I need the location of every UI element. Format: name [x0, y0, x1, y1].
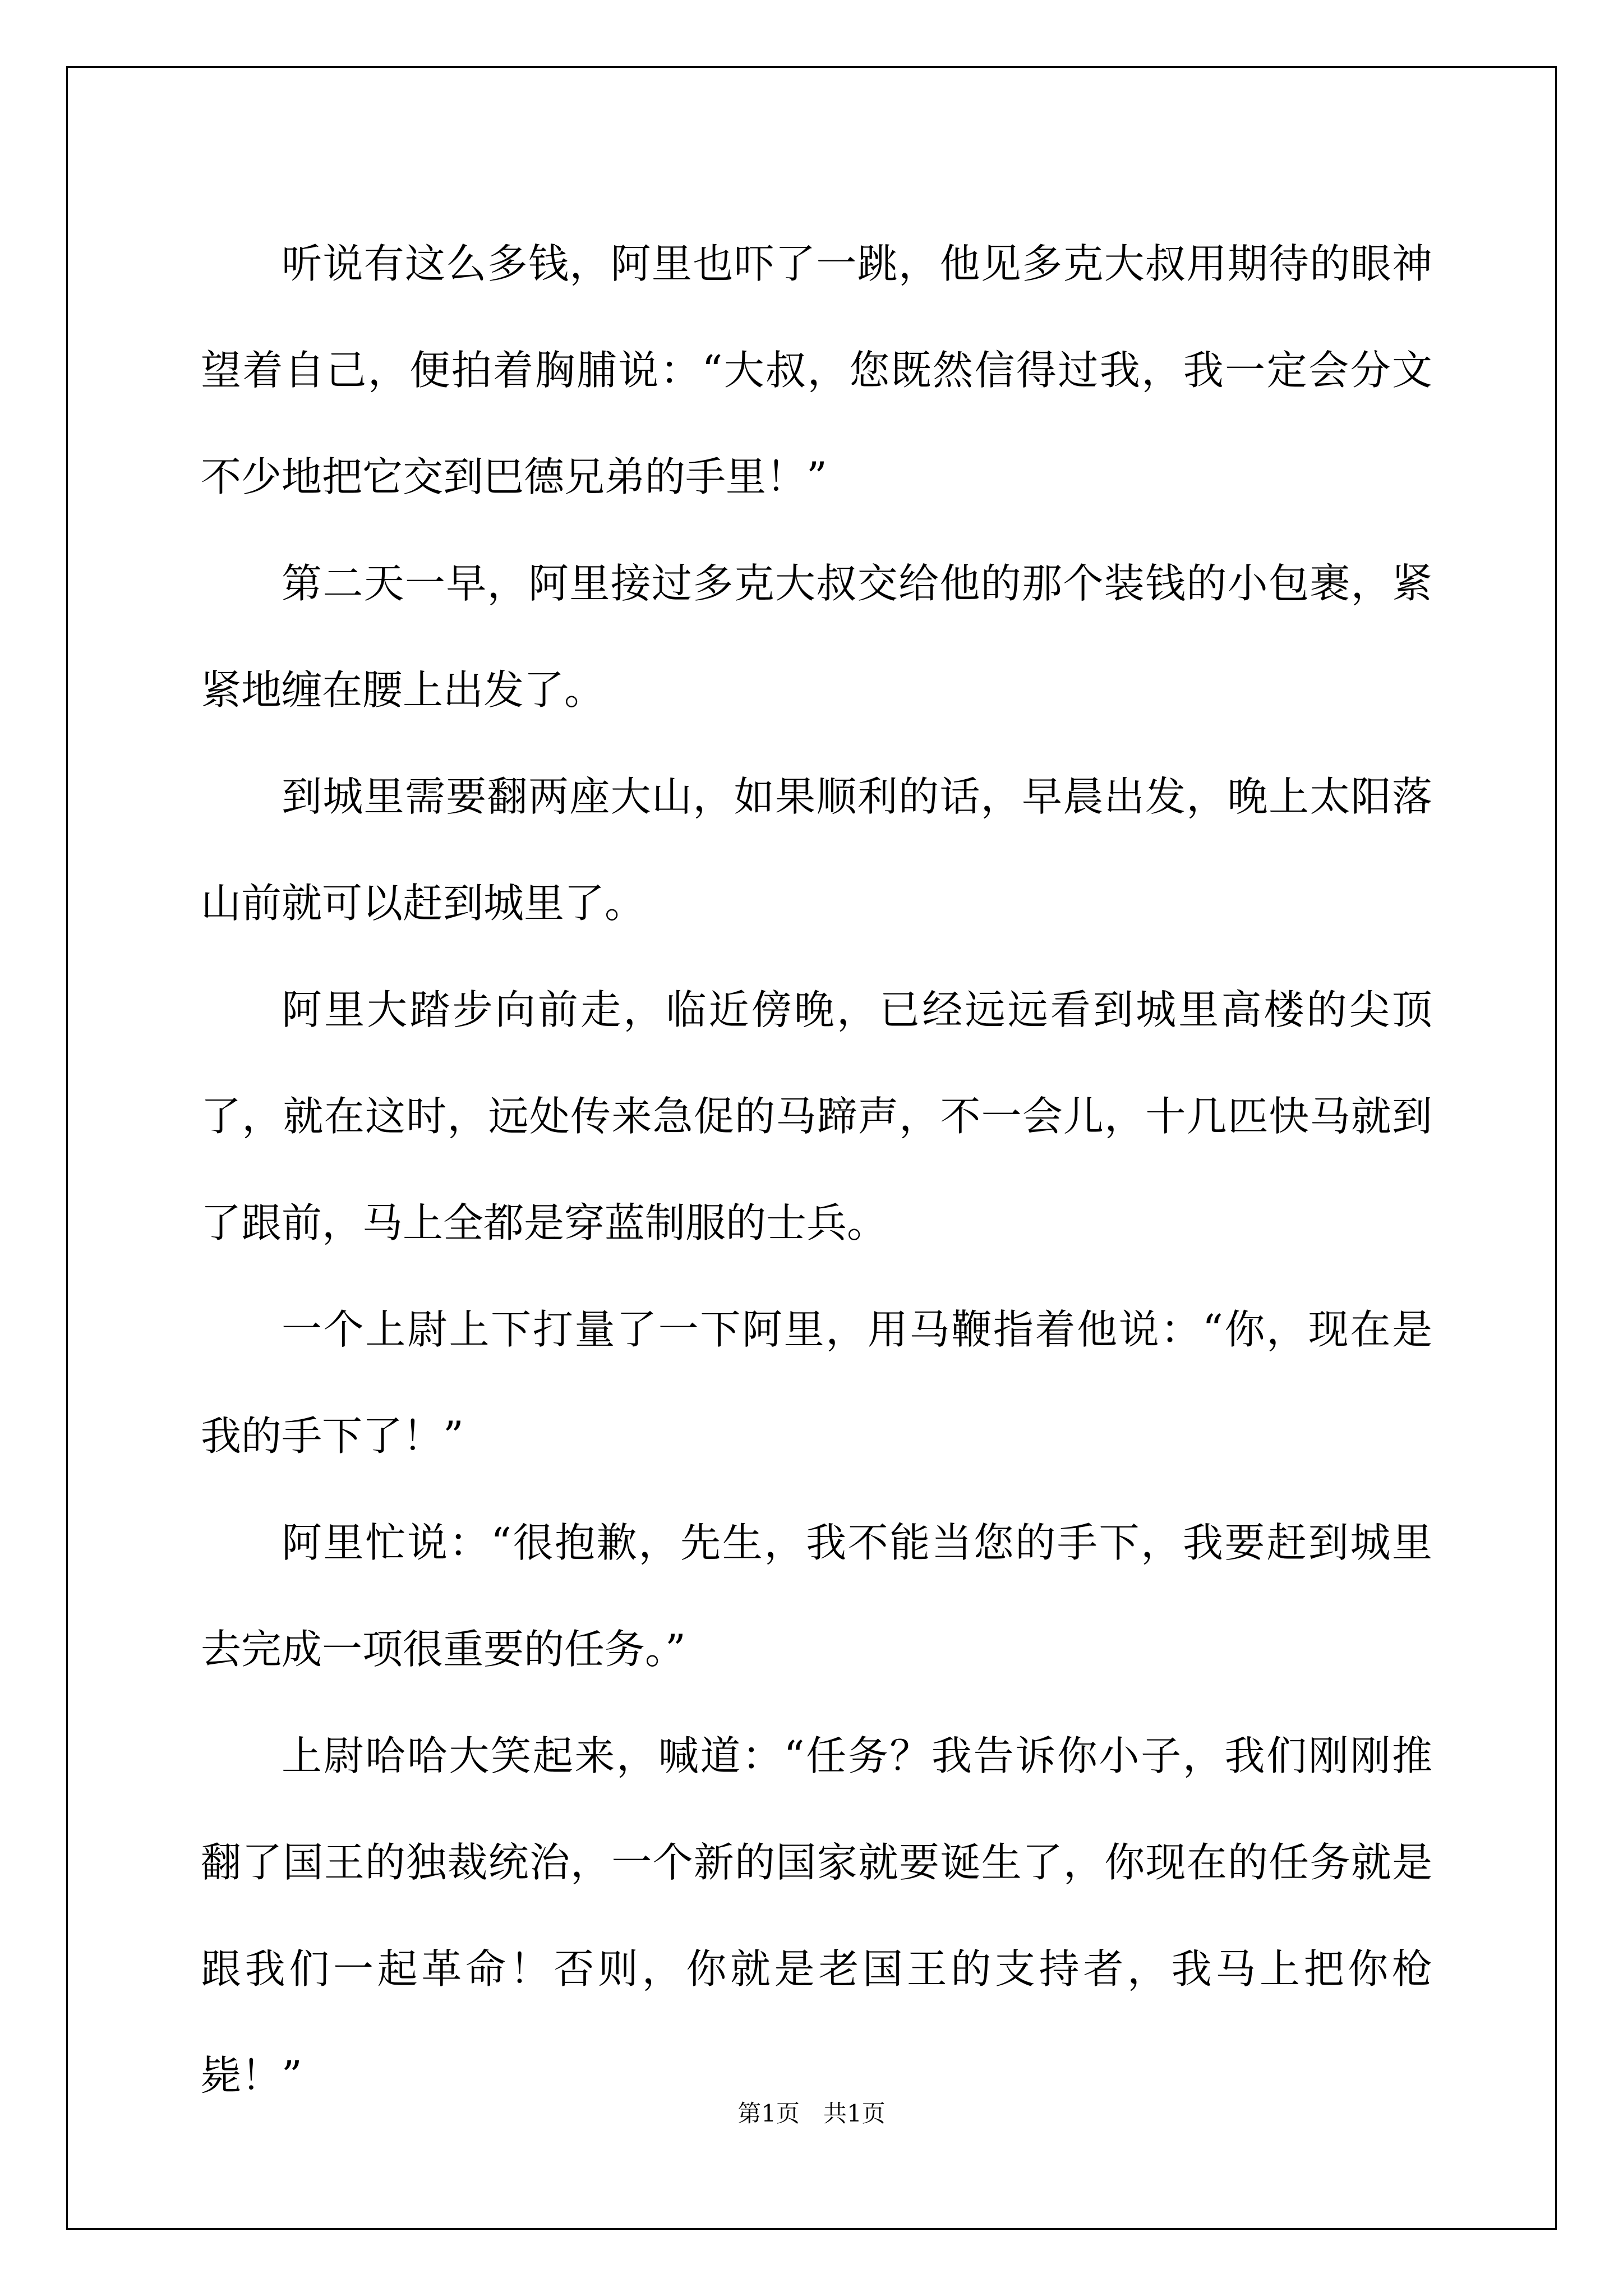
paragraph: 阿里大踏步向前走，临近傍晚，已经远远看到城里高楼的尖顶了，就在这时，远处传来急促的马蹄声，不一会儿，十几匹快马就到了跟前，马上全都是穿蓝制服的士兵。	[201, 986, 1432, 1246]
paragraph: 第二天一早，阿里接过多克大叔交给他的那个装钱的小包裹，紧紧地缠在腰上出发了。	[201, 560, 1432, 714]
document-body	[201, 210, 1432, 2129]
paragraph: 阿里忙说：“很抱歉，先生，我不能当您的手下，我要赶到城里去完成一项很重要的任务。”	[201, 1519, 1432, 1673]
paragraph: 听说有这么多钱，阿里也吓了一跳，他见多克大叔用期待的眼神望着自己，便拍着胸脯说：“大叔，您既然信得过我，我一定会分文不少地把它交到巴德兄弟的手里！”	[201, 240, 1432, 500]
paragraph: 到城里需要翻两座大山，如果顺利的话，早晨出发，晚上太阳落山前就可以赶到城里了。	[201, 773, 1432, 927]
paragraph: 上尉哈哈大笑起来，喊道：“任务？我告诉你小子，我们刚刚推翻了国王的独裁统治，一个新的国家就要诞生了，你现在的任务就是跟我们一起革命！否则，你就是老国王的支持者，我马上把你枪毙！”	[201, 1732, 1432, 2099]
page-footer: 第1页 共1页	[737, 2100, 886, 2127]
paragraph: 一个上尉上下打量了一下阿里，用马鞭指着他说：“你，现在是我的手下了！”	[201, 1306, 1432, 1460]
